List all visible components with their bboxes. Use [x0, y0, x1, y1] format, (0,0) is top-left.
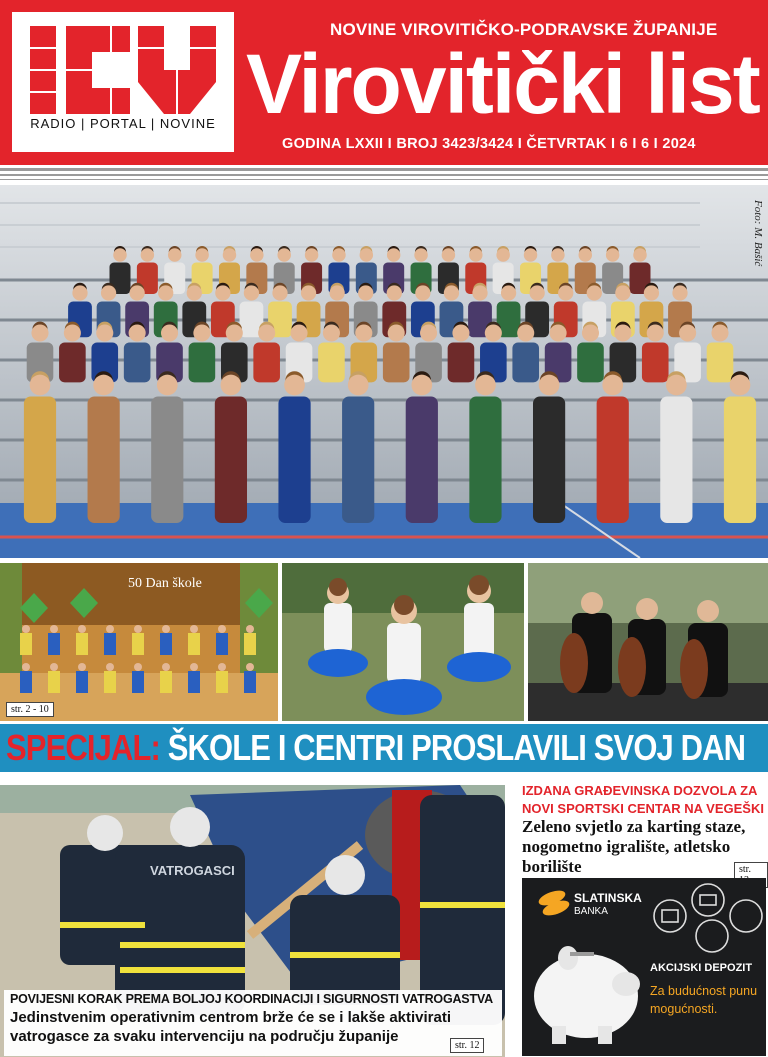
crowd-face [524, 248, 538, 262]
crowd-face [187, 285, 202, 300]
dancer [20, 671, 32, 693]
crowd-face [711, 324, 728, 341]
dancer-head [106, 625, 114, 633]
crowd-person [383, 343, 410, 383]
crowd-face [129, 285, 144, 300]
dancer-head [50, 663, 58, 671]
crowd-face [615, 285, 630, 300]
crowd-face [30, 375, 51, 396]
crowd-face [472, 285, 487, 300]
crowd-face [290, 324, 307, 341]
crowd-person [88, 397, 120, 524]
icv-logo-mark [30, 26, 216, 114]
dancer-head [134, 663, 142, 671]
crowd-face [414, 248, 428, 262]
crowd-person [406, 397, 438, 524]
crowd-face [558, 285, 573, 300]
bank-logo-icon [537, 888, 571, 919]
crowd-face [157, 375, 178, 396]
crowd-face [501, 285, 516, 300]
main-story-kicker: POVIJESNI KORAK PREMA BOLJOJ KOORDINACIJI I SIGURNOSTI VATROGASTVA [10, 992, 493, 1006]
crowd-person [448, 343, 475, 383]
crowd-face [284, 375, 305, 396]
hero-group-photo[interactable] [0, 185, 768, 558]
crowd-person [642, 343, 669, 383]
crowd-face [579, 248, 593, 262]
dancer [188, 633, 200, 655]
ad-offer: AKCIJSKI DEPOZIT [650, 962, 753, 974]
crowd-face [666, 375, 687, 396]
dancer-head [162, 663, 170, 671]
crowd-face [158, 285, 173, 300]
dancer-head [246, 663, 254, 671]
issue-line: GODINA LXXII I BROJ 3423/3424 I ČETVRTAK I 6 I 6 I 2024 [282, 136, 696, 152]
dancer-head [190, 663, 198, 671]
page-reference: str. [734, 862, 768, 888]
crowd-face [96, 324, 113, 341]
crowd-face [475, 375, 496, 396]
icv-logo[interactable] [12, 12, 234, 152]
dancer [132, 671, 144, 693]
paper-title[interactable]: Virovitički list [246, 37, 759, 131]
crowd-face [582, 324, 599, 341]
dancer [48, 633, 60, 655]
dancer-head [78, 663, 86, 671]
crowd-person [253, 343, 280, 383]
crowd-face [415, 285, 430, 300]
thumb-school-day-dance[interactable] [0, 563, 278, 721]
dancer [160, 633, 172, 655]
crowd-face [93, 375, 114, 396]
dancer [76, 671, 88, 693]
crowd-face [31, 324, 48, 341]
crowd-face [614, 324, 631, 341]
crowd-face [442, 248, 456, 262]
crowd-face [277, 248, 291, 262]
crowd-face [72, 285, 87, 300]
crowd-face [647, 324, 664, 341]
special-title: ŠKOLE I CENTRI PROSLAVILI SVOJ DAN [167, 727, 746, 768]
crowd-face [272, 285, 287, 300]
concert-photo [528, 563, 768, 721]
dancer-head [246, 625, 254, 633]
crowd-face [168, 248, 182, 262]
crowd-face [329, 285, 344, 300]
crowd-face [101, 285, 116, 300]
crowd-face [193, 324, 210, 341]
special-banner[interactable] [0, 724, 768, 772]
slatinska-banka-ad[interactable] [522, 878, 766, 1056]
crowd-face [244, 285, 259, 300]
crowd-person [469, 397, 501, 524]
divider-rule [0, 168, 768, 171]
dancer-head [50, 625, 58, 633]
dancer-head [190, 625, 198, 633]
crowd-face [633, 248, 647, 262]
dancer [76, 633, 88, 655]
dancer-head [106, 663, 114, 671]
crowd-person [660, 397, 692, 524]
crowd-face [226, 324, 243, 341]
photo-credit: Foto: M. Bašić [752, 200, 764, 267]
crowd-face [496, 248, 510, 262]
crowd-person [577, 343, 604, 383]
crowd-face [129, 324, 146, 341]
dancer [132, 633, 144, 655]
crowd-face [358, 285, 373, 300]
ad-slogan: Za budućnost punu mogućnosti. [650, 984, 758, 1016]
main-story-caption[interactable] [4, 990, 502, 1056]
dancer [216, 633, 228, 655]
crowd-face [469, 248, 483, 262]
crowd-face [258, 324, 275, 341]
crowd-face [529, 285, 544, 300]
crowd-person [707, 343, 734, 383]
crowd-person [151, 397, 183, 524]
crowd-face [602, 375, 623, 396]
crowd-person [124, 343, 151, 383]
uniform-text: VATROGASCI [150, 863, 235, 878]
school-day-photo [0, 563, 278, 721]
dancer [104, 633, 116, 655]
masthead-kicker: NOVINE VIROVITIČKO-PODRAVSKE ŽUPANIJE [330, 20, 718, 39]
special-label: SPECIJAL: [6, 727, 160, 768]
crowd-face [551, 248, 565, 262]
crowd-face [64, 324, 81, 341]
crowd-person [278, 397, 310, 524]
school-day-sign: 50 Dan škole [128, 576, 202, 591]
logo-tagline: RADIO | PORTAL | NOVINE [30, 116, 216, 131]
dancer-head [218, 663, 226, 671]
crowd-face [301, 285, 316, 300]
crowd-face [730, 375, 751, 396]
crowd-person [24, 397, 56, 524]
crowd-person [59, 343, 86, 383]
crowd-face [221, 375, 242, 396]
crowd-face [606, 248, 620, 262]
dancer-head [218, 625, 226, 633]
hero-photo-art [0, 185, 768, 558]
crowd-face [323, 324, 340, 341]
crowd-face [452, 324, 469, 341]
crowd-face [387, 248, 401, 262]
thumb-cello-concert[interactable] [528, 563, 768, 721]
dancer-head [78, 625, 86, 633]
crowd-face [420, 324, 437, 341]
thumb-children-dance[interactable] [282, 563, 524, 721]
divider-rule [0, 179, 768, 180]
crowd-person [533, 397, 565, 524]
dancer [48, 671, 60, 693]
dancer [188, 671, 200, 693]
dancer [244, 633, 256, 655]
crowd-face [113, 248, 127, 262]
crowd-face [332, 248, 346, 262]
page-reference: str. 12 [450, 1038, 484, 1053]
crowd-face [644, 285, 659, 300]
crowd-face [215, 285, 230, 300]
crowd-face [223, 248, 237, 262]
crowd-face [485, 324, 502, 341]
crowd-face [550, 324, 567, 341]
crowd-face [672, 285, 687, 300]
crowd-person [342, 397, 374, 524]
dancer-head [22, 625, 30, 633]
dancer-head [22, 663, 30, 671]
crowd-face [161, 324, 178, 341]
crowd-face [444, 285, 459, 300]
crowd-face [517, 324, 534, 341]
crowd-face [539, 375, 560, 396]
piggy-bank-icon [534, 946, 640, 1044]
crowd-face [411, 375, 432, 396]
masthead [0, 0, 768, 165]
dancer [244, 671, 256, 693]
dancer [160, 671, 172, 693]
crowd-person [597, 397, 629, 524]
crowd-face [195, 248, 209, 262]
bank-name-line1: SLATINSKA [574, 891, 642, 905]
dancer-head [134, 625, 142, 633]
crowd-person [512, 343, 539, 383]
special-headline [6, 726, 745, 770]
crowd-face [250, 248, 264, 262]
bank-name [574, 892, 642, 918]
crowd-face [141, 248, 155, 262]
divider-rule [0, 174, 768, 176]
crowd-face [355, 324, 372, 341]
crowd-face [388, 324, 405, 341]
main-story-headline: Jedinstvenim operativnim centrom brže će se i lakše aktivirati vatrogasce za svaku intervenciju na području županije [10, 1009, 452, 1045]
crowd-person [189, 343, 216, 383]
crowd-face [387, 285, 402, 300]
crowd-face [587, 285, 602, 300]
bank-name-line2: BANKA [574, 906, 608, 917]
crowd-face [360, 248, 374, 262]
dancer [216, 671, 228, 693]
crowd-face [679, 324, 696, 341]
side-story-kicker: IZDANA GRAĐEVINSKA DOZVOLA ZA NOVI SPORTSKI CENTAR NA VEGEŠKI [522, 783, 764, 816]
dancer-head [162, 625, 170, 633]
crowd-face [348, 375, 369, 396]
crowd-person [318, 343, 345, 383]
page-reference: str. 2 - 10 [6, 702, 54, 717]
dancer [20, 633, 32, 655]
side-story-headline[interactable]: Zeleno svjetlo za karting staze, nogometno igralište, atletsko borilište [522, 817, 746, 876]
dancer [104, 671, 116, 693]
crowd-person [215, 397, 247, 524]
crowd-face [305, 248, 319, 262]
crowd-person [724, 397, 756, 524]
children-photo [282, 563, 524, 721]
